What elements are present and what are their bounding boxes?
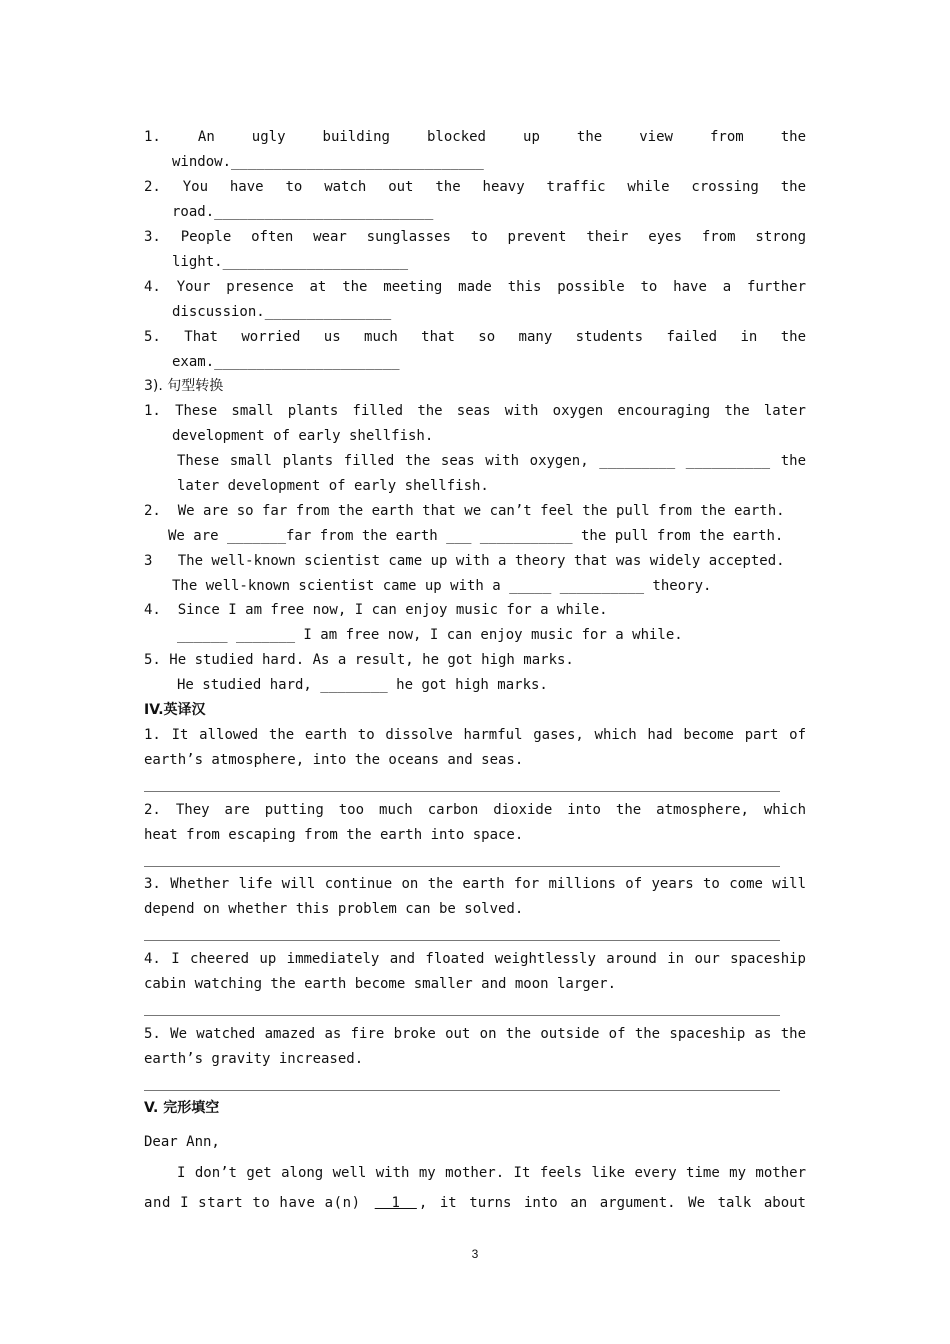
letter-line-2 bbox=[144, 1192, 806, 1214]
sec3-item-3-line2: The well-known scientist came up with a _____ __________ theory. bbox=[172, 578, 712, 594]
section-title-4: IV.英译汉 bbox=[144, 702, 206, 718]
sec4-item-3-line1: 3. Whether life will continue on the earth for millions of years to come will bbox=[144, 876, 806, 892]
sec3-item-3-line1: 3 The well-known scientist came up with a theory that was widely accepted. bbox=[144, 553, 785, 569]
sec2-item-5-line1: 5. That worried us much that so many students failed in the bbox=[144, 329, 806, 345]
answer-line-1 bbox=[144, 791, 780, 792]
sec3-item-4-line1: 4. Since I am free now, I can enjoy music for a while. bbox=[144, 602, 608, 618]
sec4-item-2-line2: heat from escaping from the earth into space. bbox=[144, 827, 524, 843]
letter-line-2-start: and I start to have a(n) bbox=[144, 1195, 361, 1211]
letter-line-2-end: , it turns into an argument. We talk about bbox=[418, 1195, 806, 1211]
sec2-item-2-line2: road.__________________________ bbox=[172, 204, 434, 220]
sec2-item-1-line1: 1. An ugly building blocked up the view from the bbox=[144, 129, 806, 145]
sec3-item-1-line3: These small plants filled the seas with oxygen, _________ __________ the bbox=[177, 453, 806, 469]
sec2-item-1-line2: window.______________________________ bbox=[172, 154, 484, 170]
sec4-item-5-line2: earth’s gravity increased. bbox=[144, 1051, 364, 1067]
letter-greeting: Dear Ann, bbox=[144, 1134, 220, 1150]
sec2-item-4-line2: discussion._______________ bbox=[172, 304, 392, 320]
sec3-item-5-line2: He studied hard, ________ he got high marks. bbox=[177, 677, 548, 693]
sec3-item-1-line4: later development of early shellfish. bbox=[177, 478, 489, 494]
sec2-item-4-line1: 4. Your presence at the meeting made this possible to have a further bbox=[144, 279, 806, 295]
sec3-item-5-line1: 5. He studied hard. As a result, he got high marks. bbox=[144, 652, 574, 668]
sec4-item-5-line1: 5. We watched amazed as fire broke out on the outside of the spaceship as the bbox=[144, 1026, 806, 1042]
sec4-item-4-line1: 4. I cheered up immediately and floated weightlessly around in our spaceship bbox=[144, 951, 806, 967]
sec4-item-1-line1: 1. It allowed the earth to dissolve harmful gases, which had become part of bbox=[144, 727, 806, 743]
section-title-3: 3). 句型转换 bbox=[144, 378, 224, 394]
sec2-item-3-line1: 3. People often wear sunglasses to prevent their eyes from strong bbox=[144, 229, 806, 245]
cloze-blank-1[interactable]: 1 bbox=[374, 1195, 417, 1211]
page-number: 3 bbox=[471, 1247, 479, 1261]
answer-line-3 bbox=[144, 940, 780, 941]
sec3-item-1-line2: development of early shellfish. bbox=[172, 428, 434, 444]
sec3-item-2-line2: We are _______far from the earth ___ ___________ the pull from the earth. bbox=[168, 528, 784, 544]
answer-line-2 bbox=[144, 866, 780, 867]
answer-line-5 bbox=[144, 1090, 780, 1091]
sec2-item-3-line2: light.______________________ bbox=[172, 254, 409, 270]
answer-line-4 bbox=[144, 1015, 780, 1016]
sec4-item-4-line2: cabin watching the earth become smaller and moon larger. bbox=[144, 976, 617, 992]
section-title-5: V. 完形填空 bbox=[144, 1100, 220, 1116]
sec4-item-2-line1: 2. They are putting too much carbon dioxide into the atmosphere, which bbox=[144, 802, 806, 818]
sec3-item-2-line1: 2. We are so far from the earth that we can’t feel the pull from the earth. bbox=[144, 503, 785, 519]
sec2-item-5-line2: exam.______________________ bbox=[172, 354, 400, 370]
sec3-item-1-line1: 1. These small plants filled the seas with oxygen encouraging the later bbox=[144, 403, 806, 419]
letter-line-1: I don’t get along well with my mother. It feels like every time my mother bbox=[177, 1165, 806, 1181]
sec2-item-2-line1: 2. You have to watch out the heavy traffic while crossing the bbox=[144, 179, 806, 195]
sec3-item-4-line2: ______ _______ I am free now, I can enjoy music for a while. bbox=[177, 627, 683, 643]
sec4-item-1-line2: earth’s atmosphere, into the oceans and seas. bbox=[144, 752, 524, 768]
sec4-item-3-line2: depend on whether this problem can be solved. bbox=[144, 901, 524, 917]
